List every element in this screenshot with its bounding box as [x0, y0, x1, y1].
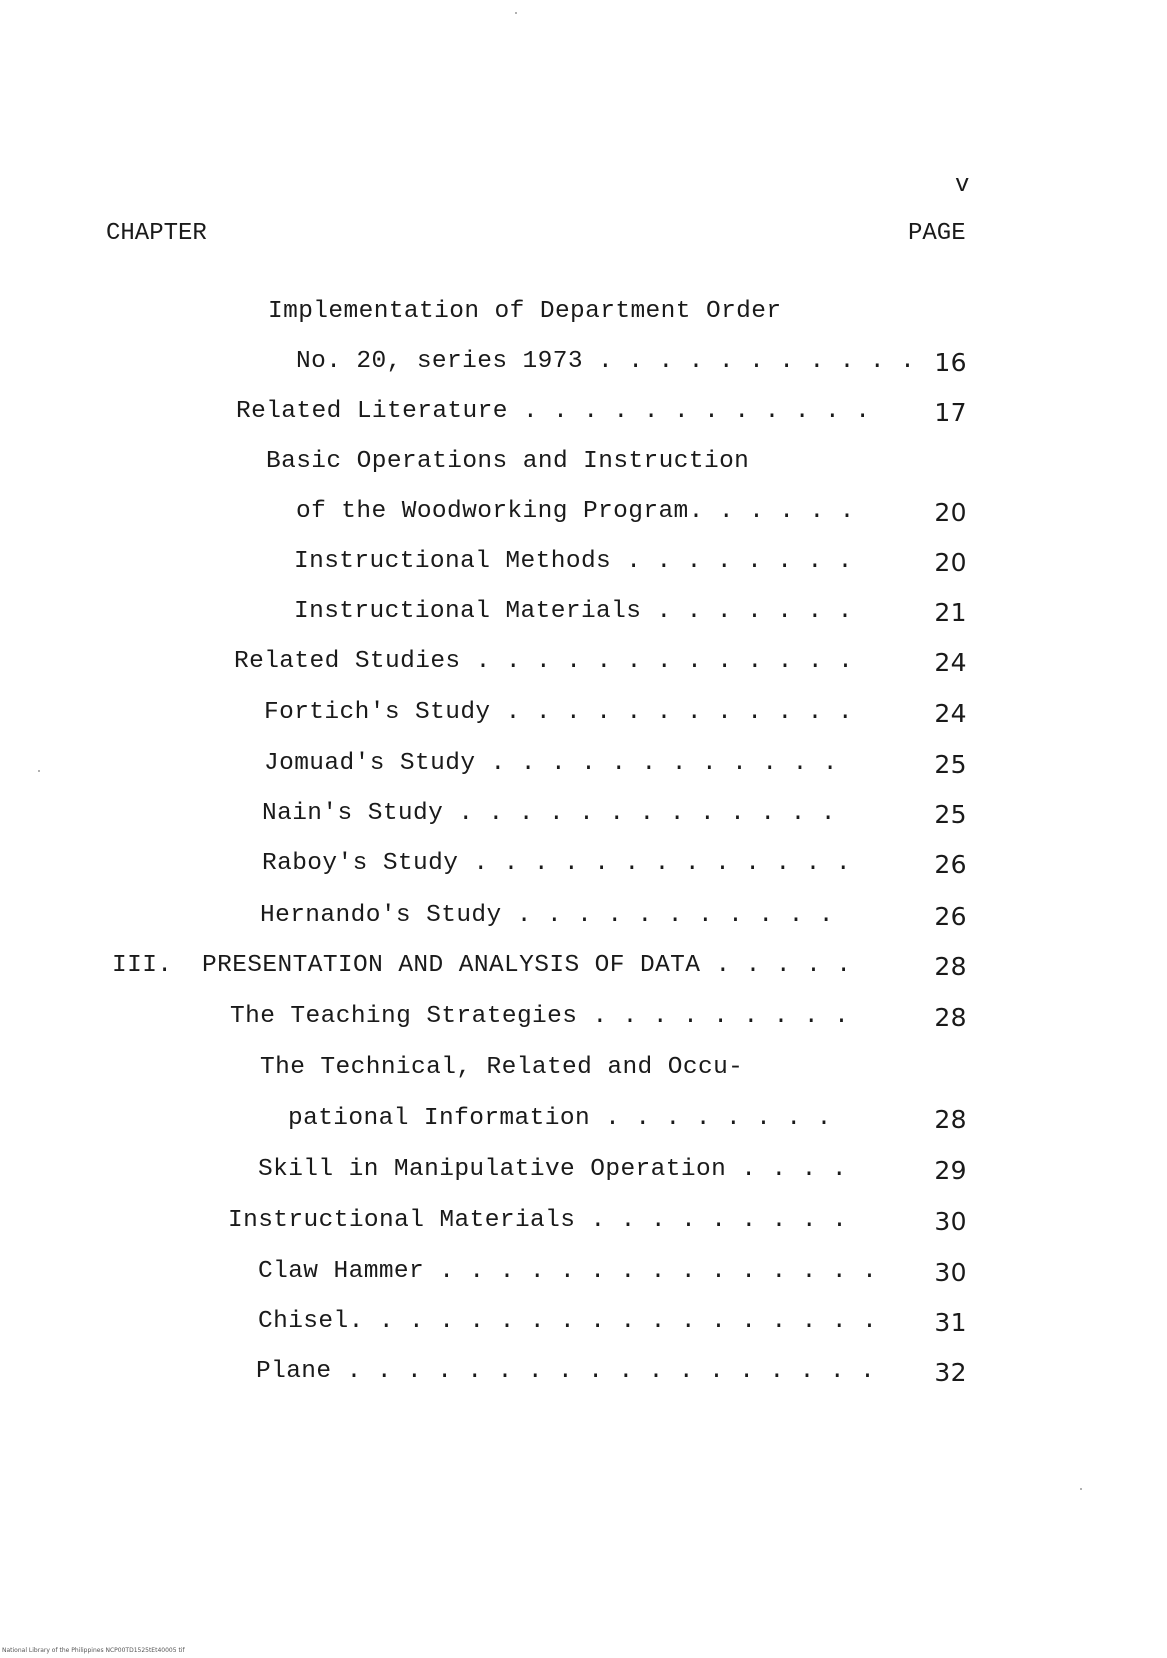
chapter-column-header: CHAPTER: [106, 220, 207, 247]
page-column-header: PAGE: [908, 220, 966, 247]
toc-entry: Instructional Materials . . . . . . .: [294, 598, 853, 625]
toc-row: [0, 750, 1167, 790]
toc-page: 30: [934, 1258, 967, 1287]
toc-row: [0, 1003, 1167, 1043]
toc-page: 20: [934, 498, 967, 527]
toc-row: [0, 1258, 1167, 1298]
page-number: v: [955, 172, 970, 199]
toc-row: [0, 699, 1167, 739]
toc-row: [0, 800, 1167, 840]
toc-entry: Raboy's Study . . . . . . . . . . . . .: [262, 850, 851, 877]
toc-row: [0, 398, 1167, 438]
toc-row: [0, 1358, 1167, 1398]
toc-row: [0, 298, 1167, 338]
toc-entry: Instructional Materials . . . . . . . . .: [228, 1207, 848, 1234]
toc-row: [0, 1156, 1167, 1196]
toc-row: [0, 1308, 1167, 1348]
toc-page: 20: [934, 548, 967, 577]
toc-page: 30: [934, 1207, 967, 1236]
toc-entry: Chisel. . . . . . . . . . . . . . . . . .: [258, 1308, 878, 1335]
toc-page: 28: [934, 952, 967, 981]
toc-entry: Jomuad's Study . . . . . . . . . . . .: [264, 750, 838, 777]
toc-row: [0, 448, 1167, 488]
toc-entry: Basic Operations and Instruction: [266, 448, 750, 475]
toc-entry: of the Woodworking Program. . . . . .: [296, 498, 855, 525]
toc-page: 24: [934, 699, 967, 728]
scan-footer: National Library of the Philippines NCP00TD1525tEt40005 tif: [2, 1647, 185, 1654]
toc-page: 28: [934, 1105, 967, 1134]
toc-entry: Related Literature . . . . . . . . . . . .: [236, 398, 871, 425]
toc-entry: Instructional Methods . . . . . . . .: [294, 548, 853, 575]
toc-row: [0, 648, 1167, 688]
toc-page: 21: [934, 598, 967, 627]
toc-entry: Claw Hammer . . . . . . . . . . . . . . .: [258, 1258, 878, 1285]
toc-entry: Implementation of Department Order: [268, 298, 782, 325]
toc-page: 25: [934, 800, 967, 829]
toc-row: [0, 902, 1167, 942]
toc-entry: No. 20, series 1973 . . . . . . . . . . .: [296, 348, 916, 375]
chapter-number: III.: [112, 952, 173, 979]
toc-entry: Related Studies . . . . . . . . . . . . .: [234, 648, 854, 675]
toc-row: [0, 548, 1167, 588]
toc-row: [0, 1105, 1167, 1145]
toc-page: 32: [934, 1358, 967, 1387]
toc-row: [0, 498, 1167, 538]
toc-row: [0, 850, 1167, 890]
toc-entry: Hernando's Study . . . . . . . . . . .: [260, 902, 834, 929]
toc-entry: Skill in Manipulative Operation . . . .: [258, 1156, 847, 1183]
toc-page: 25: [934, 750, 967, 779]
toc-page: 17: [934, 398, 967, 427]
toc-row: [0, 598, 1167, 638]
toc-entry: pational Information . . . . . . . .: [288, 1105, 832, 1132]
toc-page: 24: [934, 648, 967, 677]
scan-speck: [515, 12, 517, 14]
toc-row: [0, 1207, 1167, 1247]
toc-entry: PRESENTATION AND ANALYSIS OF DATA . . . . .: [202, 952, 852, 979]
toc-page: 31: [934, 1308, 967, 1337]
toc-entry: Fortich's Study . . . . . . . . . . . .: [264, 699, 853, 726]
toc-page: 26: [934, 850, 967, 879]
scan-speck: [38, 770, 40, 772]
scan-speck: [1080, 1488, 1082, 1490]
toc-page: 29: [934, 1156, 967, 1185]
toc-row: [0, 952, 1167, 992]
toc-row: [0, 1054, 1167, 1094]
toc-page: 26: [934, 902, 967, 931]
toc-page: 16: [934, 348, 967, 377]
toc-entry: Plane . . . . . . . . . . . . . . . . . .: [256, 1358, 876, 1385]
toc-row: [0, 348, 1167, 388]
toc-entry: The Technical, Related and Occu-: [260, 1054, 744, 1081]
toc-page: 28: [934, 1003, 967, 1032]
toc-entry: The Teaching Strategies . . . . . . . . .: [230, 1003, 850, 1030]
toc-entry: Nain's Study . . . . . . . . . . . . .: [262, 800, 836, 827]
